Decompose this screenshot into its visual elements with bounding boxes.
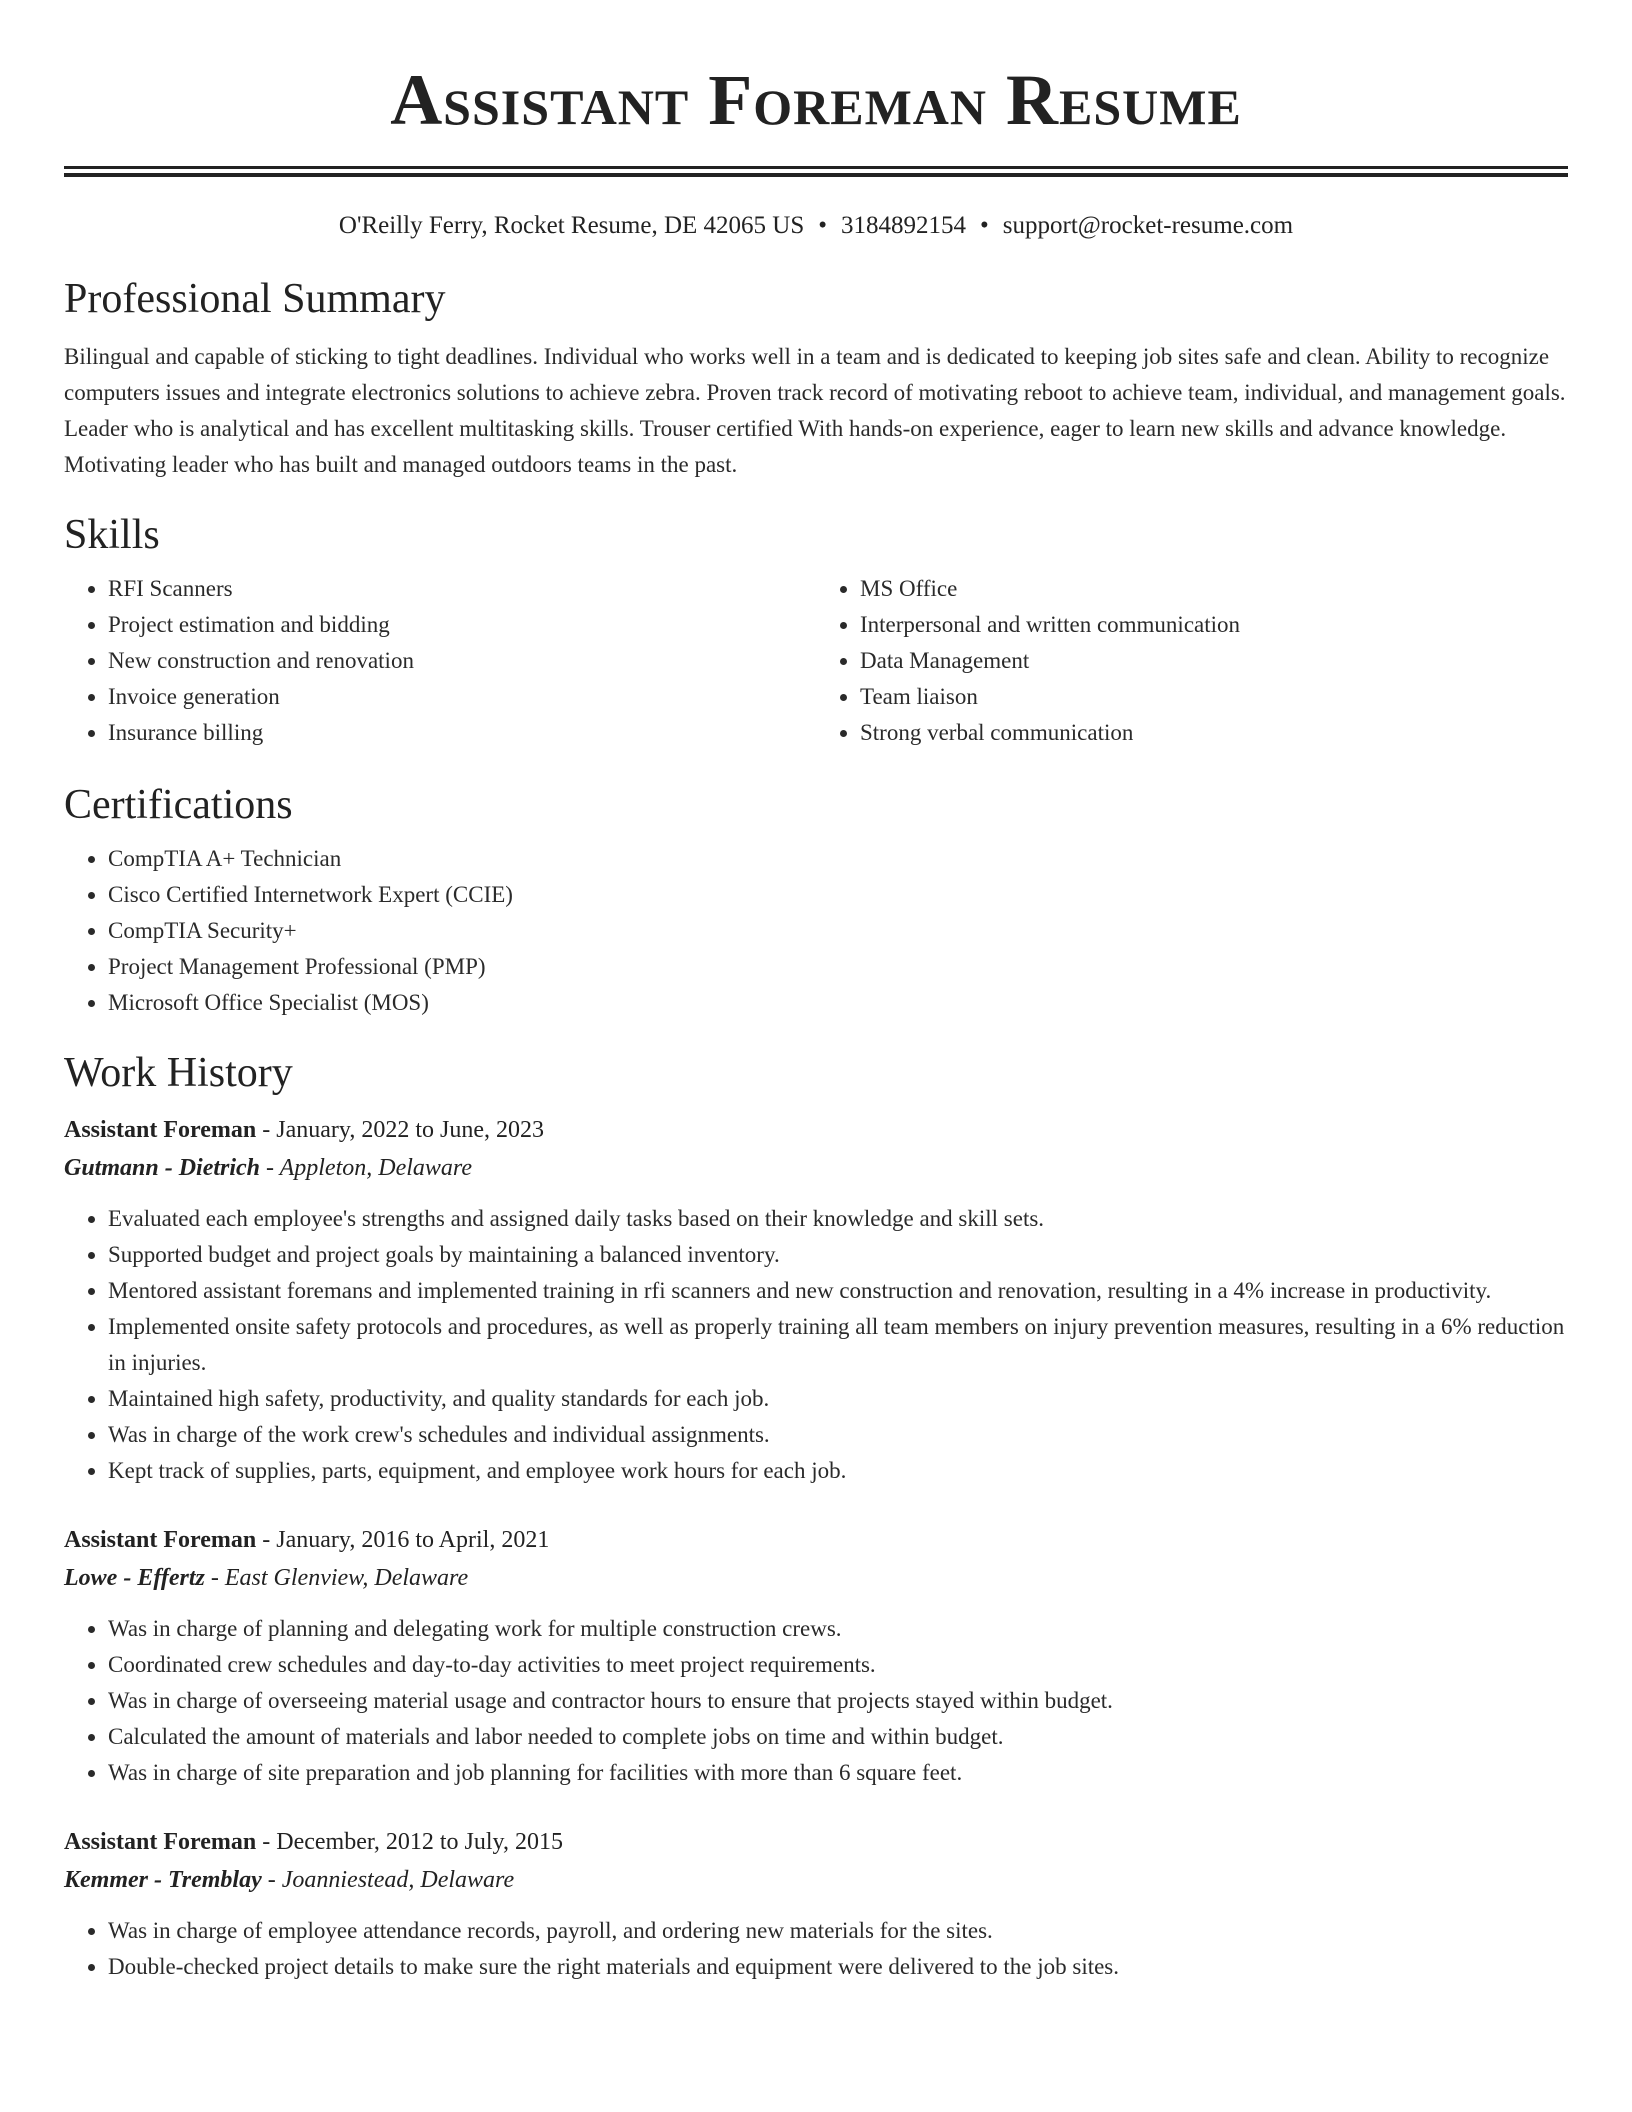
contact-email: support@rocket-resume.com bbox=[1002, 212, 1294, 239]
job-role: Assistant Foreman bbox=[64, 1829, 257, 1855]
skill-item: • MS Office bbox=[860, 571, 1568, 607]
job-role-line: Assistant Foreman - December, 2012 to July, 2015 bbox=[64, 1829, 563, 1855]
skills-columns bbox=[64, 571, 1568, 751]
job-company: Kemmer - Tremblay bbox=[64, 1867, 262, 1893]
contact-phone: 3184892154 bbox=[841, 212, 967, 239]
job-company-line: Kemmer - Tremblay - Joanniestead, Delaware bbox=[64, 1867, 515, 1893]
job-location: Appleton, Delaware bbox=[279, 1155, 473, 1181]
certifications-heading: Certifications bbox=[64, 782, 293, 828]
certification-item: • CompTIA A+ Technician bbox=[108, 841, 1568, 877]
title-double-rule bbox=[64, 166, 1568, 177]
skills-heading: Skills bbox=[64, 512, 160, 558]
skill-item: • Interpersonal and written communication bbox=[860, 607, 1568, 643]
job-entry-3 bbox=[64, 1823, 1568, 1985]
job-bullet: • Evaluated each employee's strengths and assigned daily tasks based on their knowledge and skill sets. bbox=[108, 1201, 1568, 1237]
skills-list-left bbox=[64, 571, 816, 751]
job-bullets bbox=[64, 1201, 1568, 1489]
resume-page bbox=[64, 0, 1568, 1985]
job-entry-2 bbox=[64, 1521, 1568, 1791]
job-dates: January, 2022 to June, 2023 bbox=[276, 1117, 544, 1143]
job-bullets bbox=[64, 1611, 1568, 1791]
certification-item: • Microsoft Office Specialist (MOS) bbox=[108, 985, 1568, 1021]
job-dates: January, 2016 to April, 2021 bbox=[276, 1527, 550, 1553]
skill-item: • Team liaison bbox=[860, 679, 1568, 715]
job-location: East Glenview, Delaware bbox=[224, 1565, 469, 1591]
certification-item: • Cisco Certified Internetwork Expert (CCIE) bbox=[108, 877, 1568, 913]
resume-title: Assistant Foreman Resume bbox=[390, 60, 1242, 140]
job-bullet: • Implemented onsite safety protocols and procedures, as well as properly training all team members on injury prevention measures, resulting in a 6% reduction in injuries. bbox=[108, 1309, 1568, 1381]
job-bullet: • Kept track of supplies, parts, equipment, and employee work hours for each job. bbox=[108, 1453, 1568, 1489]
skill-item: • Strong verbal communication bbox=[860, 715, 1568, 751]
job-bullet: • Was in charge of site preparation and job planning for facilities with more than 6 square feet. bbox=[108, 1755, 1568, 1791]
job-company: Lowe - Effertz bbox=[64, 1565, 205, 1591]
certifications-list bbox=[64, 841, 1568, 1021]
job-role-line: Assistant Foreman - January, 2016 to April, 2021 bbox=[64, 1527, 550, 1553]
contact-line bbox=[64, 209, 1568, 243]
job-dates: December, 2012 to July, 2015 bbox=[276, 1829, 563, 1855]
summary-text: Bilingual and capable of sticking to tight deadlines. Individual who works well in a team and is dedicated to keeping job sites safe and clean. Ability to recognize computers issues and integrate electronics solutions to achieve zebra. Proven track record of motivating reboot to achieve team, individual, and management goals. Leader who is analytical and has excellent multitasking skills. Trouser certified With hands-on experience, eager to learn new skills and advance knowledge. Motivating leader who has built and managed outdoors teams in the past. bbox=[64, 344, 1566, 477]
work-history-heading: Work History bbox=[64, 1050, 293, 1096]
job-bullet: • Was in charge of the work crew's schedules and individual assignments. bbox=[108, 1417, 1568, 1453]
certification-item: • Project Management Professional (PMP) bbox=[108, 949, 1568, 985]
skills-list-right bbox=[816, 571, 1568, 751]
contact-address: O'Reilly Ferry, Rocket Resume, DE 42065 US bbox=[338, 212, 805, 239]
job-location: Joanniestead, Delaware bbox=[281, 1867, 515, 1893]
skill-item: • Insurance billing bbox=[108, 715, 816, 751]
job-company-line: Lowe - Effertz - East Glenview, Delaware bbox=[64, 1565, 469, 1591]
job-bullet: • Maintained high safety, productivity, and quality standards for each job. bbox=[108, 1381, 1568, 1417]
job-bullet: • Was in charge of employee attendance records, payroll, and ordering new materials for the sites. bbox=[108, 1913, 1568, 1949]
job-entry-1 bbox=[64, 1111, 1568, 1489]
job-bullet: • Calculated the amount of materials and labor needed to complete jobs on time and within budget. bbox=[108, 1719, 1568, 1755]
job-bullets bbox=[64, 1913, 1568, 1985]
skill-item: • Invoice generation bbox=[108, 679, 816, 715]
job-bullet: • Mentored assistant foremans and implemented training in rfi scanners and new construction and renovation, resulting in a 4% increase in productivity. bbox=[108, 1273, 1568, 1309]
contact-separator: • bbox=[980, 212, 989, 239]
summary-heading: Professional Summary bbox=[64, 276, 446, 322]
job-bullet: • Was in charge of planning and delegating work for multiple construction crews. bbox=[108, 1611, 1568, 1647]
job-role-line: Assistant Foreman - January, 2022 to June, 2023 bbox=[64, 1117, 544, 1143]
skill-item: • Project estimation and bidding bbox=[108, 607, 816, 643]
job-role: Assistant Foreman bbox=[64, 1527, 257, 1553]
skill-item: • Data Management bbox=[860, 643, 1568, 679]
job-company-line: Gutmann - Dietrich - Appleton, Delaware bbox=[64, 1155, 473, 1181]
job-bullet: • Double-checked project details to make sure the right materials and equipment were delivered to the job sites. bbox=[108, 1949, 1568, 1985]
skill-item: • RFI Scanners bbox=[108, 571, 816, 607]
skill-item: • New construction and renovation bbox=[108, 643, 816, 679]
certification-item: • CompTIA Security+ bbox=[108, 913, 1568, 949]
job-bullet: • Supported budget and project goals by maintaining a balanced inventory. bbox=[108, 1237, 1568, 1273]
job-role: Assistant Foreman bbox=[64, 1117, 257, 1143]
contact-separator: • bbox=[818, 212, 828, 239]
job-bullet: • Was in charge of overseeing material usage and contractor hours to ensure that projects stayed within budget. bbox=[108, 1683, 1568, 1719]
job-company: Gutmann - Dietrich bbox=[64, 1155, 261, 1181]
job-bullet: • Coordinated crew schedules and day-to-day activities to meet project requirements. bbox=[108, 1647, 1568, 1683]
